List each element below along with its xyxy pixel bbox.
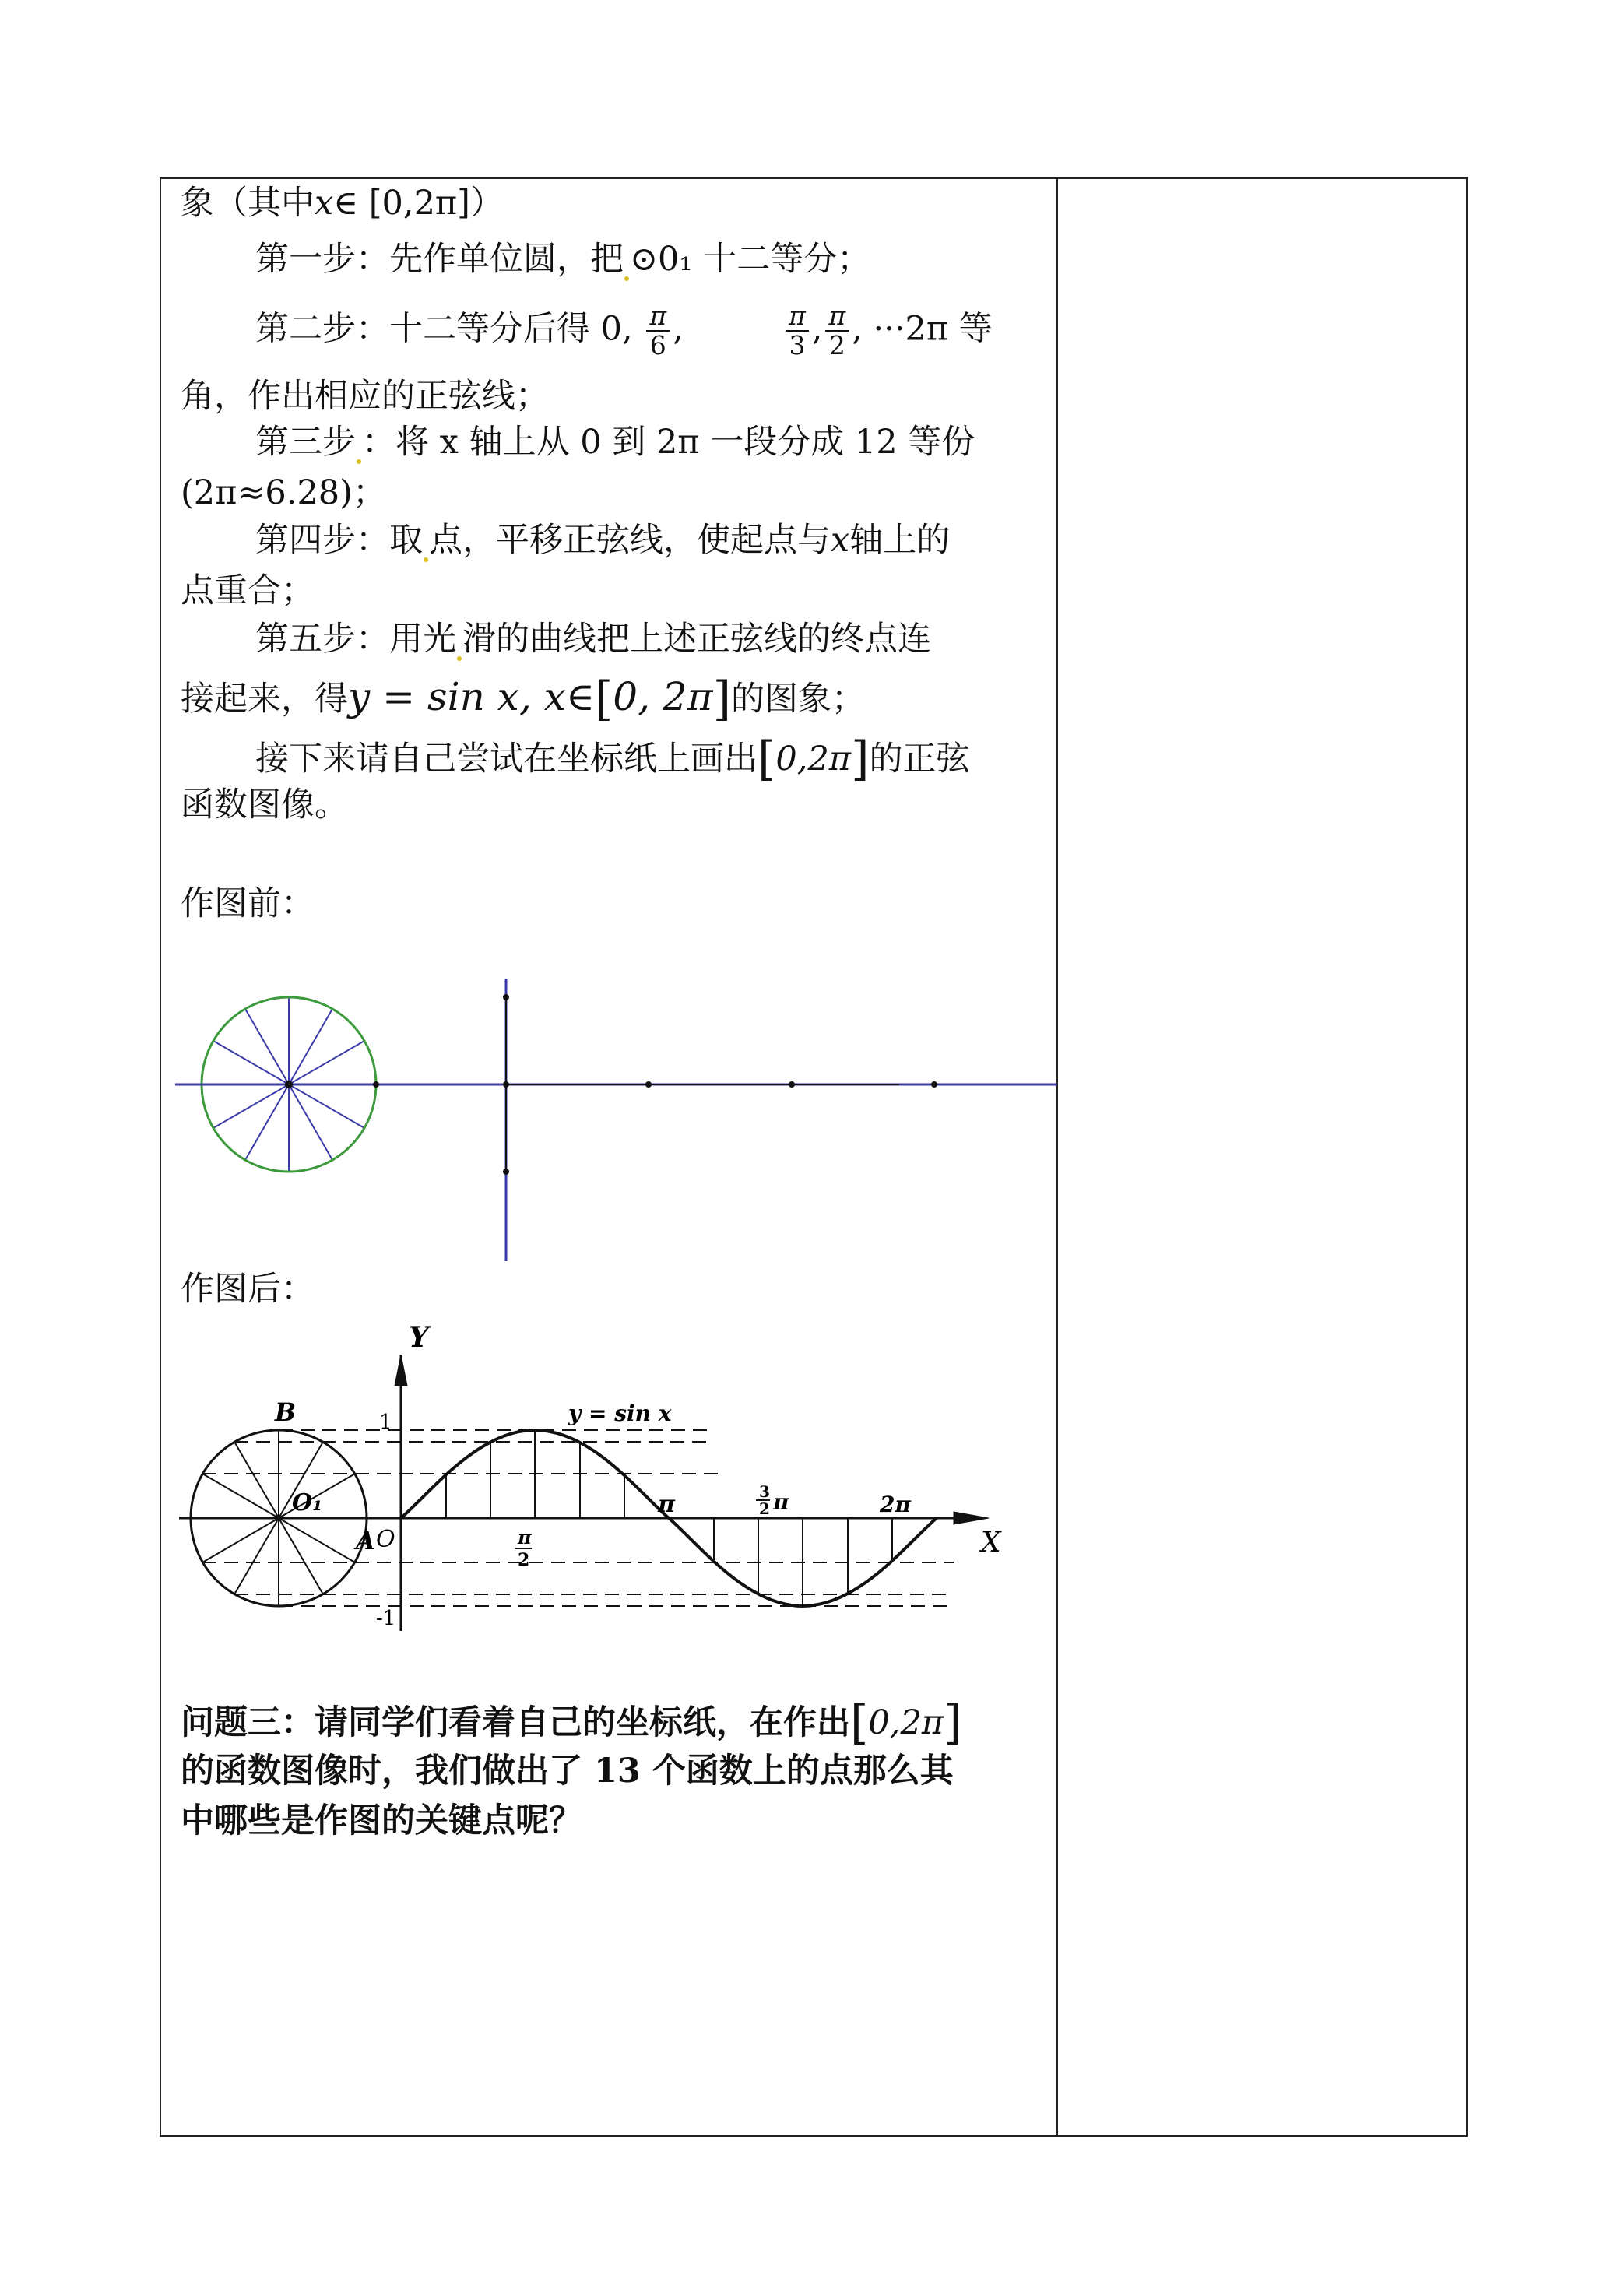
- svg-text:π: π: [773, 1489, 789, 1515]
- question-3-line-2: 的函数图像时，我们做出了 13 个函数上的点那么其: [181, 1752, 954, 1791]
- tick-label-two-pi: 2π: [880, 1492, 911, 1517]
- line-10: 接起来，得y = sin x, x∈[0, 2π]的图象；: [181, 672, 865, 726]
- highlight-mark: [424, 557, 428, 562]
- after-label: 作图后：: [181, 1270, 315, 1309]
- svg-text:3: 3: [759, 1482, 770, 1501]
- svg-text:2: 2: [759, 1499, 770, 1518]
- line-6: (2π≈6.28)；: [181, 473, 386, 512]
- tick-label-three-half-pi: [756, 1482, 789, 1518]
- figure-before: [175, 969, 1057, 1265]
- line-step1: 第一步：先作单位圆，把 ⊙0₁ 十二等分；: [255, 243, 870, 281]
- line-step4: 第四步：取 点，平移正弦线，使起点与x轴上的: [255, 524, 950, 562]
- line-step5: 第五步：用光 滑的曲线把上述正弦线的终点连: [255, 623, 931, 661]
- fraction-pi-3: $\frac{\pi}{3}$: [786, 302, 809, 360]
- line-4: 角，作出相应的正弦线；: [181, 377, 549, 416]
- before-label: 作图前：: [181, 884, 315, 923]
- curve-label: y = sin x: [568, 1401, 672, 1426]
- fraction-pi-6: $\frac{\pi}{6}$: [646, 302, 670, 360]
- center-label-o1: O₁: [292, 1489, 323, 1517]
- y-axis-label: Y: [409, 1321, 429, 1354]
- origin-label: O: [376, 1526, 395, 1553]
- line-11: 接下来请自己尝试在坐标纸上画出[0,2π]的正弦: [255, 732, 970, 786]
- question-3-line-1: 问题三：请同学们看着自己的坐标纸，在作出[0,2π]: [181, 1696, 962, 1750]
- tick-label-neg-one: -1: [376, 1607, 396, 1630]
- x-axis-arrow: [954, 1512, 989, 1524]
- svg-text:2: 2: [518, 1550, 530, 1570]
- point-label-a: A: [356, 1526, 375, 1555]
- tick-label-pi-half: [515, 1526, 532, 1570]
- x-axis-label: X: [981, 1527, 1001, 1559]
- tick-label-one: 1: [379, 1411, 392, 1434]
- highlight-mark: [457, 656, 462, 661]
- svg-text:π: π: [518, 1526, 532, 1548]
- figure-after: [175, 1320, 1057, 1662]
- line-12: 函数图像。: [181, 786, 348, 824]
- line-step2: 第二步：十二等分后得 0, $\frac{\pi}{6}$ , $\frac{\pi}{3}$ , $\frac{\pi}{2}$ , ···2π 等: [255, 300, 993, 361]
- highlight-mark: [624, 276, 629, 281]
- question-3-line-3: 中哪些是作图的关键点呢？: [181, 1801, 582, 1840]
- y-axis-arrow: [395, 1355, 407, 1386]
- point-label-b: B: [275, 1397, 297, 1427]
- fraction-pi-2: $\frac{\pi}{2}$: [825, 302, 849, 360]
- line-1: 象（其中x∈ [0,2π]）: [181, 184, 504, 223]
- line-step3: 第三步 ：将 x 轴上从 0 到 2π 一段分成 12 等份: [255, 426, 975, 464]
- tick-label-pi: π: [658, 1491, 675, 1518]
- highlight-mark: [357, 459, 361, 464]
- line-8: 点重合；: [181, 571, 315, 610]
